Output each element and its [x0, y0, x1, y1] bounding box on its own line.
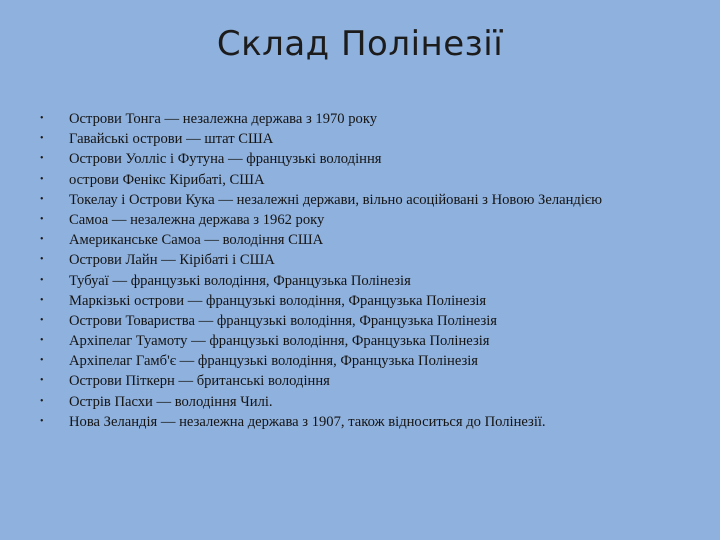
bullet-icon: •: [40, 395, 44, 407]
bullet-icon: •: [40, 274, 44, 286]
list-item: [40, 112, 690, 126]
list-item-text: Острови Лайн — Кірібаті і США: [69, 252, 275, 269]
list-item-text: Острів Пасхи — володіння Чилі.: [69, 393, 273, 410]
bullet-icon: •: [40, 314, 44, 326]
list-item: [40, 314, 690, 328]
list-item-text: Острови Товариства — французькі володіння, Французька Полінезія: [69, 312, 497, 329]
list-item-text: Нова Зеландія — незалежна держава з 1907, також відноситься до Полінезії.: [69, 413, 546, 430]
list-item: [40, 233, 690, 247]
list-item: [40, 213, 690, 227]
bullet-icon: •: [40, 375, 44, 387]
list-item-text: Гавайські острови — штат США: [69, 131, 274, 148]
bullet-icon: •: [40, 294, 44, 306]
bullet-icon: •: [40, 415, 44, 427]
list-item: [40, 395, 690, 409]
list-item: [40, 274, 690, 288]
bullet-icon: •: [40, 254, 44, 266]
bullet-icon: •: [40, 355, 44, 367]
list-item-text: Самоа — незалежна держава з 1962 року: [69, 211, 325, 228]
slide-title: Склад Полінезії: [216, 24, 504, 64]
list-item: [40, 374, 690, 388]
list-item-text: Острови Уолліс і Футуна — французькі володіння: [69, 151, 382, 168]
list-item: [40, 354, 690, 368]
list-item: [40, 152, 690, 166]
list-item-text: острови Фенікс Кірибаті, США: [69, 171, 265, 188]
list-item-text: Маркізькі острови — французькі володіння, Французька Полінезія: [69, 292, 487, 309]
bullet-icon: •: [40, 153, 44, 165]
list-item: [40, 415, 690, 429]
list-item-text: Американське Самоа — володіння США: [69, 232, 324, 249]
list-item: [40, 253, 690, 267]
bullet-icon: •: [40, 213, 44, 225]
bullet-icon: •: [40, 335, 44, 347]
bullet-list: [40, 112, 690, 435]
bullet-icon: •: [40, 234, 44, 246]
list-item: [40, 193, 690, 207]
bullet-icon: •: [40, 173, 44, 185]
bullet-icon: •: [40, 113, 44, 124]
list-item-text: Архіпелаг Гамб'є — французькі володіння, Французька Полінезія: [69, 353, 479, 370]
bullet-icon: •: [40, 133, 44, 145]
list-item: [40, 294, 690, 308]
list-item: [40, 334, 690, 348]
list-item: [40, 173, 690, 187]
bullet-icon: •: [40, 193, 44, 205]
list-item-text: Архіпелаг Туамоту — французькі володіння, Французька Полінезія: [69, 333, 490, 350]
list-item-text: Острови Тонга — незалежна держава з 1970 року: [69, 111, 378, 127]
list-item: [40, 132, 690, 146]
list-item-text: Острови Піткерн — британські володіння: [69, 373, 330, 390]
list-item-text: Тубуаї — французькі володіння, Французька Полінезія: [69, 272, 411, 289]
list-item-text: Токелау і Острови Кука — незалежні держави, вільно асоційовані з Новою Зеландією: [69, 191, 603, 208]
